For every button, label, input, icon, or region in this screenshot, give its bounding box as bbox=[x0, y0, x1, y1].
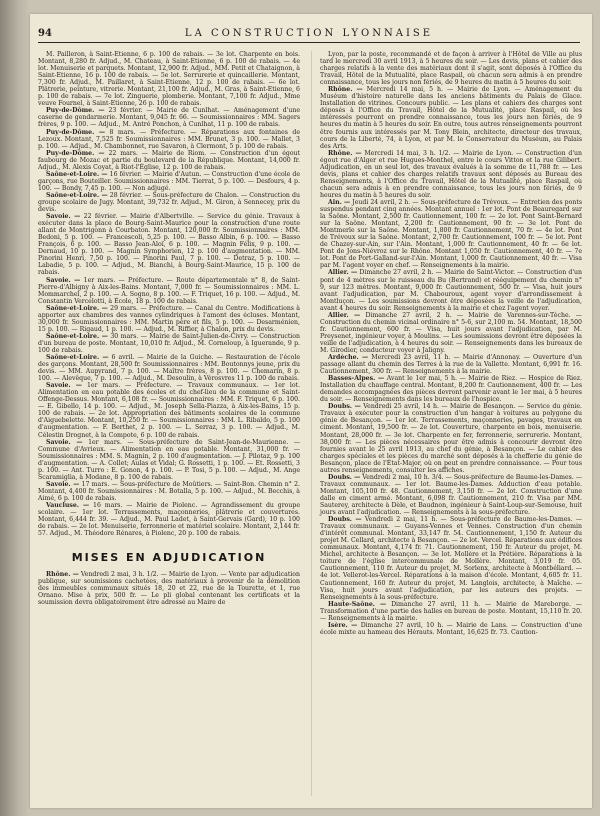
notice-paragraph bbox=[320, 474, 582, 516]
notice-department: Isère. — bbox=[328, 621, 358, 629]
notice-paragraph bbox=[38, 150, 300, 171]
notice-paragraph bbox=[38, 382, 300, 438]
notice-paragraph bbox=[38, 354, 300, 382]
notice-department: Rhône. — bbox=[46, 571, 79, 579]
notice-text: 17 mars. — Sous-préfecture de Moûtiers. — Saint-Bon. Chemin n° 2. Montant, 4,400 fr. Soumissionnaires : M. Botalla, 5 p. 100. — Adjud., M. Becchis, à Aimé, 6 p. 100 de rabais. bbox=[38, 480, 300, 502]
notice-department: Vaucluse. — bbox=[46, 502, 90, 509]
notice-paragraph bbox=[320, 354, 582, 375]
right-column bbox=[320, 51, 582, 636]
left-column bbox=[38, 51, 300, 606]
notice-department: Savoie. — bbox=[46, 213, 81, 221]
notice-department: Doubs. — bbox=[328, 516, 362, 524]
notice-text: 22 mars. — Mairie de Riom. — Construction d'un égout faubourg de Mozac et partie du boulevard de la République. Montant, 14,000 fr. Adjud., M. Alexis Coyat, à Riot-l'Église, 12 p. 100 de rabais. bbox=[38, 149, 301, 171]
notice-paragraph bbox=[38, 333, 300, 354]
notice-department: Puy-de-Dôme. — bbox=[46, 149, 105, 157]
notice-paragraph bbox=[320, 403, 582, 473]
notice-text: Lyon, par la poste, recommandé et de façon à arriver à l'Hôtel de Ville au plus tard le mercredi 30 avril 1913, à 5 heures du soir. — Les devis, plans et cahier des charges relatifs à la vente des matériaux dont il s'agit, sont déposés à l'Office du Travail, Hôtel de la Mutualité, place Raspail, où chacun sera admis à en prendre connaissance, tous les jours non fériés, de 9 heures du matin à 5 heures du soir. bbox=[320, 51, 582, 87]
notice-text: Vendredi 25 avril, 14 h. — Mairie de Besançon. — Service du génie. Travaux à exécuter pour la construction d'un hangar à voitures au polygone du génie de Besançon. — 1er lot. Terrassements, maçonneries, pavages, travaux en ciment. Montant, 19,500 fr. — 2e lot. Couverture, charpente en bois, menuiserie. Montant, 28,000 fr. — 3e lot. Charpente en fer, ferronnerie, serrurerie. Montant, 38,000 fr. — Les pièces nécessaires pour être admis à concourir devront être fournies avant le 25 avril 1913, au chef du génie, à Besançon. — Le cahier des charges spéciales et les pièces du marché sont déposés à la chefferie du génie de Besançon, place de l'État-Major, où on peut en prendre connaissance. — Pour tous autres renseignements, consulter les affiches. bbox=[320, 403, 582, 474]
notice-text: Mercredi 23 avril, 11 h. — Mairie d'Annonay. — Ouverture d'un passage allant du chemin des Terres à la rue de la Vallette. Montant, 6,991 fr. 16. Cautionnement, 300 fr. — Renseignements à la mairie. bbox=[320, 354, 582, 376]
notice-paragraph bbox=[38, 502, 300, 537]
notice-department: Saône-et-Loire. — bbox=[46, 191, 108, 199]
page-number: 94 bbox=[38, 28, 52, 39]
notice-department: Rhône. — bbox=[328, 149, 362, 157]
notice-text: Avant le 1er mai, 5 h. — Mairie de Riez. — Hospice de Riez. Installation du chauffage central. Montant, 8,200 fr. Cautionnement, 400 fr. — Les demandes accompagnées des pièces devront parvenir avant le 1er mai, à 5 heures du soir. — Renseignements dans les bureaux de l'hospice. bbox=[320, 375, 583, 404]
notice-department: Savoie. — bbox=[46, 382, 82, 390]
notice-department: Saône-et-Loire. — bbox=[46, 354, 109, 362]
notice-text: Dimanche 27 avril, 2 h. — Mairie de Varennes-sur-Tèche. — Construction du chemin vicinal ordinaire n° 5-6, sur 2,100 m. 54. Montant, 18,500 fr. Cautionnement, 600 fr. — Visa, huit jours avant l'adjudication, par M. Preysenet, ingénieur voyer, à Moulins. — Les soumissions devront être déposées la veille de l'adjudication, à 4 heures du soir. — Renseignements dans les bureaux de M. Girodier, conducteur voyer à Jaligny. bbox=[320, 311, 582, 354]
notice-paragraph bbox=[320, 199, 582, 269]
notice-department: Basses-Alpes. — bbox=[328, 375, 385, 383]
notice-paragraph bbox=[38, 171, 300, 192]
notice-text: 8 mars. — Préfecture. — Réparations aux fontaines de Lezoux. Montant, 7,525 fr. Soumissionnaires : MM. Brunet, 3 p. 100. — Mallet, 3 p. 100. — Adjud., M. Chambonnet, rue Savaron, à Clermont, 5 p. 100 de rabais. bbox=[38, 128, 300, 150]
notice-paragraph bbox=[38, 305, 300, 333]
page-header bbox=[38, 28, 580, 43]
notice-text: 22 février. — Mairie d'Albertville. — Service du génie. Travaux à exécuter dans la place de Bourg-Saint-Maurice pour la construction d'une route allant de Montrigonn à Courbaton. Montant, 120,000 fr. Soumissionnaires : MM. Bedoni, 5 p. 100. — Francescoli, 5,25 p. 100. — Basso Albin, 6 p. 100. — Basso François, 6 p. 100. — Basso Jean-Aloï, 6 p. 100. — Magnin Félix, 9 p. 100. — Dernaud, 10 p. 100. — Magnin Symphorien, 12 p. 100 d'augmentation. — MM. Pinorini Henri, 7,50 p. 100. — Pinorini Paul, 7 p. 100. — Detraz, 5 p. 100. — Labadie, 5 p. 100. — Adjud., M. Bianchi, à Bourg-Saint-Maurice, 15 p. 100 de rabais. bbox=[38, 213, 301, 277]
notice-department: Puy-de-Dôme. — bbox=[46, 128, 106, 136]
notice-text: 1er mars. — Préfecture. — Travaux communaux. — 1er lot. Alimentation en eau potable des écoles et du chef-lieu de la commune et Saint-Offenge-Dessus. Montant, 6,108 fr. — Soumissionnaires : MM. F. Triquet, 6 p. 100. — E. Gibello, 14 p. 100. — Adjud., M. Joseph Sella-Piazza, à Aix-les-Bains, 15 p. 100 de rabais. — 2e lot. Appropriation des bâtiments scolaires de la commune d'Aiguebelette. Montant, 10,250 fr. — Soumissionnaires : MM. L. Ribaldo, 5 p. 100 d'augmentation. — F. Berthet, 2 p. 100. — L. Serraz, 3 p. 100. — Adjud., M. Célestin Drognet, à la Compote, 6 p. 100 de rabais. bbox=[38, 382, 301, 439]
notice-paragraph bbox=[38, 192, 300, 213]
notice-text: Vendredi 2 mai, 11 h. — Sous-préfecture de Baume-les-Dames. — Travaux communaux. — Guyans-Vennes et Vennes. Construction d'un chemin d'intérêt communal. Montant, 33,147 fr. 54. Cautionnement, 1,150 fr. Auteur du projet M. Cellard, architecte à Besançon. — 2e lot. Vercel. Réparations aux édifices communaux. Montant, 4,174 fr. 71. Cautionnement, 150 fr. Auteur du projet, M. Michel, architecte à Besançon. — 3e lot. Mollère et la Prétière. Réparations à la toiture de l'église intercommunale de Mollère. Montant, 3,019 fr. 05. Cautionnement, 110 fr. Auteur du projet, M. Sorlenx, architecte à Montbéliard. — 4e lot. Vellerot-les-Vercel. Réparations à la maison d'école. Montant, 4,605 fr. 11. Cautionnement, 160 fr. Auteur du projet, M. Langlois, architecte, à Maîche. — Visa, huit jours avant l'adjudication, par les auteurs des projets. — Renseignements à la sous-préfecture. bbox=[320, 516, 583, 601]
notice-department: Rhône. — bbox=[328, 86, 363, 94]
notice-text: Dimanche 27 avril, 2 h. — Mairie de Saint-Victor. — Construction d'un pont de 4 mètres sur le ruisseau du Bu (Bertrand) et rééquipement du chemin n° 9, sur 123 mètres. Montant, 9,000 fr. Cautionnement, 500 fr. — Visa, huit jours avant l'adjudication, par M. Chabouroux, agent voyer d'arrondissement à Montluçon. — Les soumissions devront être déposées la veille de l'adjudication, avant 4 heures du soir. Renseignements à la mairie et chez l'agent voyer. bbox=[320, 269, 582, 312]
notice-department: Doubs. — bbox=[328, 473, 361, 481]
notice-paragraph bbox=[38, 277, 300, 305]
notice-paragraph bbox=[320, 150, 582, 199]
notice-paragraph bbox=[320, 51, 582, 86]
column-divider bbox=[311, 51, 312, 796]
section-heading: MISES EN ADJUDICATION bbox=[71, 551, 267, 565]
notice-department: Puy-de-Dôme. — bbox=[46, 107, 105, 115]
notice-text: 30 mars. — Mairie de Saint-Julien-de-Civry. — Construction d'un bureau de poste. Montant, 10,010 fr. Adjud., M. Corneloup, à Iguerande, 9 p. 100 de rabais. bbox=[38, 332, 300, 354]
notice-paragraph bbox=[38, 129, 300, 150]
notice-department: Savoie. — bbox=[46, 276, 81, 284]
notice-department: Ardèche. — bbox=[328, 354, 369, 362]
notice-paragraph bbox=[38, 439, 300, 481]
notice-paragraph bbox=[38, 481, 300, 502]
notice-paragraph bbox=[320, 622, 582, 636]
running-title: LA CONSTRUCTION LYONNAISE bbox=[184, 28, 434, 39]
notice-paragraph bbox=[320, 312, 582, 354]
notice-department: Allier. — bbox=[328, 311, 361, 319]
notice-department: Savoie. — bbox=[46, 438, 83, 446]
notice-paragraph bbox=[320, 269, 582, 311]
notice-text: Jeudi 24 avril, 2 h. — Sous-préfecture de Trévoux. — Entretien des ponts suspendus pendant cinq années. Montant annuel : 1er lot. Pont de Beauregard sur la Saône. Montant, 2,500 fr. Cautionnement, 100 fr. — 2e lot. Pont Saint-Bernard sur la Saône. Montant, 2,200 fr. Cautionnement, 90 fr. — 3e lot. Pont de Montmerle sur la Saône. Montant, 1,800 fr. Cautionnement, 70 fr. — 4e lot. Pont de Trévoux sur la Saône. Montant, 2,700 fr. Cautionnement, 100 fr. — 5e lot. Pont de Chazey-sur-Ain, sur l'Ain. Montant, 1,000 fr. Cautionnement, 40 fr. — 6e lot. Pont de Jons-Niévroz sur le Rhône. Montant 1,050 fr. Cautionnement, 40 fr. — 7e lot. Pont de Port-Galland-sur-l'Ain. Montant, 1,000 fr. Cautionnement, 40 fr. — Visa par M. l'agent voyer en chef. — Renseignements à la mairie. bbox=[320, 198, 583, 270]
notice-text: Vendredi 2 mai, 3 h. 1/2. — Mairie de Lyon. — Vente par adjudication publique, sur soumissions cachetées, des matériaux à provenir de la démolition des immeubles communaux situés 18, 20 et 22, rue de la Tourette, et 1, rue Ornano. Mise à prix, 500 fr. — Le pli global contenant les certificats et la soumission devra obligatoirement être adressé au Maire de bbox=[38, 571, 301, 607]
document-page bbox=[30, 14, 592, 808]
notice-text: 28 février. — Sous-préfecture de Chalon. — Construction du groupe scolaire de Jugy. Montant, 39,732 fr. Adjud., M. Giron, à Sennecey, prix du devis. bbox=[38, 191, 300, 214]
notice-department: Haute-Saône. — bbox=[328, 600, 387, 608]
notice-text: M. Pailleron, à Saint-Etienne, 6 p. 100 de rabais. — 3e lot. Charpente en bois. Montant, 8,280 fr. Adjud., M. Chateau, à Saint-Etienne, 6 p. 100 de rabais. — 4e lot. Menuiserie et parquets. Montant, 12,900 fr. Adjud., MM. Petit et Chataignon, à Saint-Etienne, 16 p. 100 de rabais. — 5e lot. Serrurerie et quincaillerie. Montant, 7,300 fr. Adjud., M. Paillaret, à Saint-Etienne, 12 p. 100 de rabais. — 6e lot. Plâtrerie, peinture, vitrerie. Montant, 21,100 fr. Adjud., M. Gras, à Saint-Etienne, 6 p. 100 de rabais. — 7e lot. Zinguerie, plomberie. Montant, 7,100 fr. Adjud., Mme veuve Fournel, à Saint-Etienne, 26 p. 100 de rabais. bbox=[38, 51, 300, 108]
notice-text: 1er mars. — Sous-préfecture de Saint-Jean-de-Maurienne. — Commune d'Avrieux. — Alimentation en eau potable. Montant, 31,000 fr. — Soumissionnaires : MM. S. Magnin, 2 p. 100 d'augmentation. — J. Pilotaz, 9 p. 100 d'augmentation. — A. Collet; Aulas et Vidal; G. Rossetti, 1 p. 100. — Et. Rossetti, 3 p. 100. — Ant. Turro : E. Gonon, 4 p. 100. — P. Tosi, 5 p. 100. — Adjud., M. Ange Scaramiglia, à Modane, 8 p. 100 de rabais. bbox=[38, 438, 301, 481]
notice-paragraph bbox=[38, 51, 300, 107]
notice-text: Mercredi 14 mai, 5 h. — Mairie de Lyon. — Aménagement du Muséum d'histoire naturelle dans les anciens bâtiments du Palais de Glace. Installation de vitrines. Concours public. — Les plans et cahiers des charges sont déposés à l'Office du Travail, Hôtel de la Mutualité, place Raspail, où les intéressés pourront en prendre connaissance, tous les jours non fériés, de 9 heures du matin à 5 heures du soir. En outre, tous autres renseignements pourront être fournis aux intéressés par M. Tony Blein, architecte, directeur des travaux, cours de la Liberté, 74, à Lyon, et par M. le Conservateur du Muséum, au Palais des Arts. bbox=[320, 86, 582, 150]
notice-department: Savoie. — bbox=[46, 480, 80, 488]
notice-paragraph bbox=[38, 213, 300, 276]
notice-paragraph bbox=[320, 86, 582, 149]
notice-text: 29 mars. — Préfecture. — Canal du Centre. Modifications à apporter aux chambres des vannes cylindriques à l'amont des écluses. Montant, 30,000 fr. Soumissionnaires : MM. Martin père et fils, 5 p. 100. — Desarménien, 15 p. 100. — Rigaud, 1 p. 100. — Adjud., M. Riffier, à Chalon, prix du devis. bbox=[38, 304, 300, 333]
notice-paragraph bbox=[38, 571, 300, 606]
notice-text: Mercredi 14 mai, 3 h. 1/2. — Mairie de Lyon. — Construction d'un égout rue d'Alger et rue Hugues-Monthel, entre le cours Vitton et la rue Gilibert. Adjudication, en un seul lot, des travaux évalués à la somme de 11,788 fr. — Les devis, plans et cahier des charges relatifs travaux sont déposés au Bureau des Renseignements, à l'Office du Travail, Hôtel de la Mutualité, place Raspail, où chacun sera admis à en prendre connaissance, tous les jours non fériés, de 9 heures du matin à 5 heures du soir. bbox=[320, 149, 583, 199]
notice-text: Dimanche 27 avril, 10 h. — Mairie de Lans. — Construction d'une école mixte au hameau des Hérauts. Montant, 16,625 fr. 73. Caution- bbox=[320, 621, 582, 636]
notice-department: Saône-et-Loire. — bbox=[46, 170, 108, 178]
notice-text: 23 février. — Mairie de Cunlhat. — Aménagement d'une caserne de gendarmerie. Montant, 9,045 fr. 66. — Soumissionnaires : MM. Sagers frères, 9 p. 100. — Adjud., M. Antré Ponchon, à Cunlhat, 11 p. 100 de rabais. bbox=[38, 107, 300, 129]
notice-text: Dimanche 27 avril, 11 h. — Mairie de Mareborge. — Transformation d'une partie des halles en bureau de poste. Montant, 15,110 fr. 20. — Renseignements à la mairie. bbox=[320, 600, 582, 622]
notice-text: Vendredi 2 mai, 10 h. 3/4. — Sous-préfecture de Baume-les-Dames. — Travaux communaux. — 1er lot. Baume-les-Dames. Adduction d'eau potable. Montant, 105,100 fr. 48. Cautionnement, 3,150 fr. — 2e lot. Construction d'une dalle en ciment armé. Montant, 6,098 fr. Cautionnement, 210 fr. Visa par MM. Sauterey, architecte à Dèle, et Baudnon, ingénieur à Saint-Loup-sur-Semouse, huit jours avant l'adjudication. — Renseignements à la sous-préfecture. bbox=[320, 473, 583, 517]
notice-department: Ain. — bbox=[328, 198, 351, 206]
notice-department: Saône-et-Loire. — bbox=[46, 332, 108, 340]
notice-text: 16 février. — Mairie d'Autun. — Construction d'une école de garçons, rue Bouteiller. Soumissionnaires : MM. Tierrat, 5 p. 100. — Desfours, 4 p. 100. — Bondy, 7,45 p. 100. — Non adjugé. bbox=[38, 170, 300, 192]
notice-department: Doubs. — bbox=[328, 403, 361, 411]
notice-text: 16 mars. — Mairie de Piolenc. — Agrandissement du groupe scolaire. — 1er lot. Terrassements, maçonneries, plâtrerie et couvertures. Montant, 6,444 fr. 39. — Adjud., M. Paul Ladet, à Saint-Gervais (Gard), 10 p. 100 de rabais. — 2e lot. Menuiserie, ferronnerie et matériel scolaire. Montant, 2,144 fr. 57. Adjud., M. Théodore Rénares, à Piolenc, 20 p. 100 de rabais. bbox=[38, 502, 301, 538]
notice-text: 1er mars. — Préfecture. — Route départementale n° 8, de Saint-Pierre-d'Albigny à Aix-les-Bains. Montant, 7,000 fr. — Soumissionnaires : MM. L. Mommarchel, 2 p. 100. — A. Sogno, 8 p. 100. — F. Triquet, 16 p. 100. — Adjud., M. Constantin Vercelotti, à École, 18 p. 100 de rabais. bbox=[38, 276, 301, 305]
notice-paragraph bbox=[320, 516, 582, 601]
notice-paragraph bbox=[38, 107, 300, 128]
notice-text: 6 avril. — Mairie de la Guiche. — Restauration de l'école des garçons. Montant, 28,500 fr. Soumissionnaires : MM. Boutonnys jeune, prix du devis. — MM. Aupyrand, 7 p. 100. — Maître frères, 8 p. 100. — Chemarin, 8 p. 100. — Alevêque, 7 p. 100. — Adjud., M. Desoulin, à Vérosvres 11 p. 100 de rabais. bbox=[38, 354, 301, 383]
notice-paragraph bbox=[320, 601, 582, 622]
notice-paragraph bbox=[320, 375, 582, 403]
notice-department: Saône-et-Loire. — bbox=[46, 304, 108, 312]
book-binding bbox=[0, 0, 30, 816]
notice-department: Allier. — bbox=[328, 269, 358, 277]
